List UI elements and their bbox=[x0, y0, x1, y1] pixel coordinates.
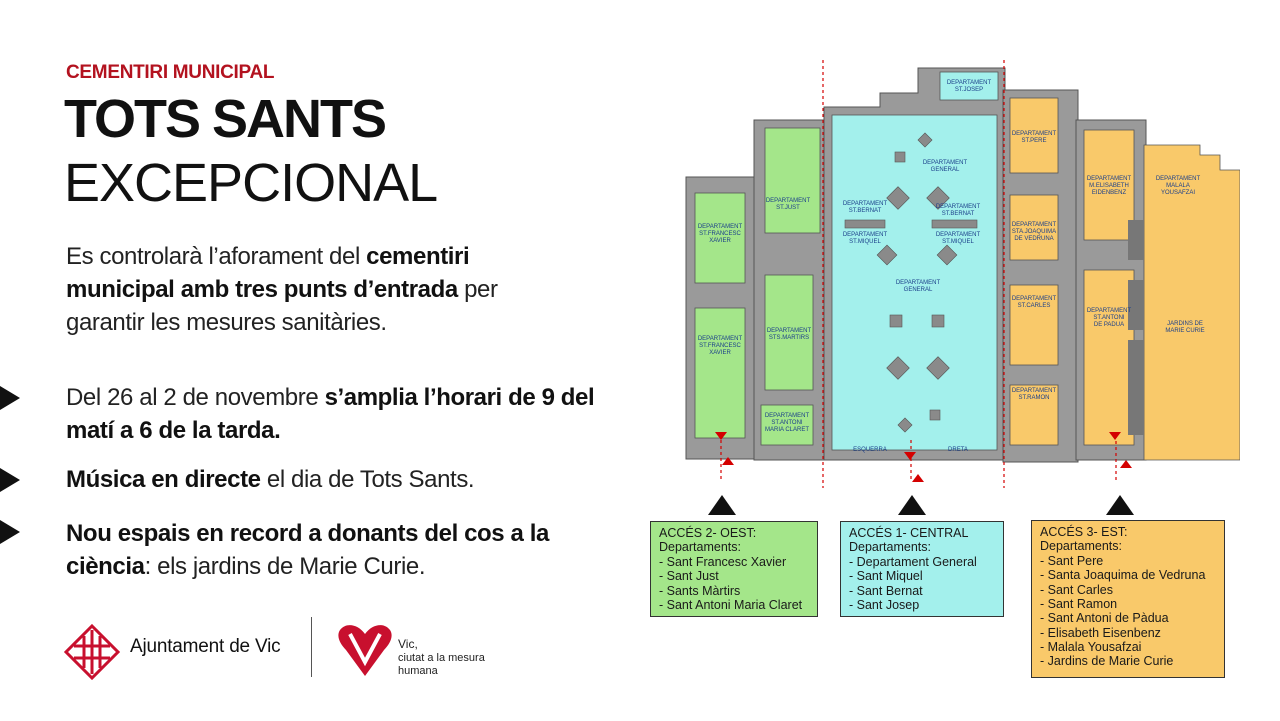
svg-text:ESQUERRA: ESQUERRA bbox=[853, 447, 887, 453]
access-east-marker-icon bbox=[1106, 495, 1134, 515]
access-west-box: ACCÉS 2- OEST: Departaments: - Sant Francesc Xavier - Sant Just - Sants Màrtirs - Sant Antoni Maria Claret bbox=[650, 521, 818, 617]
svg-text:DEPARTAMENTST.PERE: DEPARTAMENT ST.PERE bbox=[1011, 131, 1057, 144]
cemetery-map bbox=[640, 60, 1240, 490]
list-item: - Sant Just bbox=[659, 569, 719, 584]
list-item: - Sant Ramon bbox=[1040, 596, 1118, 611]
svg-text:DEPARTAMENTGENERAL: DEPARTAMENT GENERAL bbox=[922, 160, 968, 173]
access-central-box: ACCÉS 1- CENTRAL Departaments: - Departament General - Sant Miquel - Sant Bernat - Sant Josep bbox=[840, 521, 1004, 617]
zone-st-just bbox=[765, 128, 820, 233]
bullet-hours: Del 26 al 2 de novembre s’amplia l’horari de 9 del matí a 6 de la tarda. bbox=[66, 384, 595, 445]
list-item: - Departament General bbox=[849, 554, 977, 569]
list-item: - Sants Màrtirs bbox=[659, 583, 741, 598]
list-item: - Santa Joaquima de Vedruna bbox=[1040, 568, 1206, 583]
svg-text:DEPARTAMENTST.FRANCESCXAVIER: DEPARTAMENT ST.FRANCESC XAVIER bbox=[697, 224, 743, 244]
svg-text:DEPARTAMENTST.ANTONIMARIA CLAR: DEPARTAMENT ST.ANTONI MARIA CLARET bbox=[764, 413, 810, 433]
vic-heart-logo-icon bbox=[336, 622, 394, 678]
svg-text:DEPARTAMENTMALALAYOUSAFZAI: DEPARTAMENT MALALA YOUSAFZAI bbox=[1155, 176, 1201, 196]
list-item: - Sant Carles bbox=[1040, 582, 1113, 597]
zone-st-ramon bbox=[1010, 385, 1058, 445]
vic-brand: Vic, bbox=[398, 637, 418, 651]
svg-text:DEPARTAMENTST.MIQUEL: DEPARTAMENT ST.MIQUEL bbox=[842, 232, 888, 245]
list-item: - Sant Antoni de Pàdua bbox=[1040, 611, 1169, 626]
svg-text:DEPARTAMENTST.BERNAT: DEPARTAMENT ST.BERNAT bbox=[842, 201, 888, 214]
ajuntament-name: Ajuntament de Vic bbox=[130, 636, 281, 657]
ajuntament-logo-icon bbox=[64, 624, 120, 680]
bullet-arrow-icon bbox=[0, 468, 20, 492]
zone-sfx-bot bbox=[695, 308, 745, 438]
bullet-arrow-icon bbox=[0, 386, 20, 410]
svg-text:DEPARTAMENTST.BERNAT: DEPARTAMENT ST.BERNAT bbox=[935, 204, 981, 217]
list-item: - Malala Yousafzai bbox=[1040, 640, 1142, 654]
svg-text:DRETA: DRETA bbox=[948, 447, 968, 453]
svg-text:DEPARTAMENTGENERAL: DEPARTAMENT GENERAL bbox=[895, 280, 941, 293]
bullet-donants: Nou espais en record a donants del cos a la ciència: els jardins de Marie Curie. bbox=[66, 520, 549, 581]
page-title: TOTS SANTS bbox=[64, 89, 386, 149]
page-subtitle: EXCEPCIONAL bbox=[64, 153, 438, 213]
list-item: - Sant Bernat bbox=[849, 583, 923, 598]
list-item: - Sant Antoni Maria Claret bbox=[659, 597, 803, 612]
intro-text: Es controlarà l’aforament del cementiri municipal amb tres punts d’entrada per garantir les mesures sanitàries. bbox=[66, 243, 498, 337]
footer-divider bbox=[311, 617, 312, 677]
zone-st-antoni-p bbox=[1084, 270, 1134, 445]
svg-text:DEPARTAMENTSTS.MARTIRS: DEPARTAMENT STS.MARTIRS bbox=[766, 328, 812, 341]
kicker: CEMENTIRI MUNICIPAL bbox=[66, 62, 275, 83]
svg-text:DEPARTAMENTSTA.JOAQUIMADE VEDR: DEPARTAMENT STA.JOAQUIMA DE VEDRUNA bbox=[1011, 222, 1057, 242]
svg-text:DEPARTAMENTST.RAMON: DEPARTAMENT ST.RAMON bbox=[1011, 388, 1057, 401]
svg-text:DEPARTAMENTST.JUST: DEPARTAMENT ST.JUST bbox=[765, 198, 811, 211]
list-item: - Jardins de Marie Curie bbox=[1040, 654, 1174, 669]
list-item: - Sant Josep bbox=[849, 597, 920, 612]
svg-text:DEPARTAMENTST.FRANCESCXAVIER: DEPARTAMENT ST.FRANCESC XAVIER bbox=[697, 336, 743, 356]
vic-tagline: ciutat a la mesura humana bbox=[398, 652, 485, 677]
svg-text:DEPARTAMENTM.ELISABETHEIDENBEN: DEPARTAMENT M.ELISABETH EIDENBENZ bbox=[1086, 176, 1132, 196]
access-west-marker-icon bbox=[708, 495, 736, 515]
list-item: - Sant Francesc Xavier bbox=[659, 554, 787, 569]
list-item: - Sant Pere bbox=[1040, 553, 1104, 568]
list-item: - Sant Miquel bbox=[849, 569, 923, 584]
bullet-arrow-icon bbox=[0, 520, 20, 544]
access-central-marker-icon bbox=[898, 495, 926, 515]
svg-text:DEPARTAMENTST.ANTONIDE PADUA: DEPARTAMENT ST.ANTONI DE PADUA bbox=[1086, 308, 1132, 328]
bullet-music: Música en directe el dia de Tots Sants. bbox=[66, 466, 475, 493]
svg-text:DEPARTAMENTST.MIQUEL: DEPARTAMENT ST.MIQUEL bbox=[935, 232, 981, 245]
zone-st-josep bbox=[940, 72, 998, 100]
list-item: - Elisabeth Eisenbenz bbox=[1040, 625, 1161, 640]
access-east-box: ACCÉS 3- EST: Departaments: - Sant Pere - Santa Joaquima de Vedruna - Sant Carles - Sant Ramon - Sant Antoni de Pàdua - Elisabeth Eisenbenz - Malala Yousafzai - Jardins de Marie Curie bbox=[1031, 520, 1225, 678]
svg-text:DEPARTAMENTST.CARLES: DEPARTAMENT ST.CARLES bbox=[1011, 296, 1057, 309]
svg-text:DEPARTAMENTST.JOSEP: DEPARTAMENT ST.JOSEP bbox=[946, 80, 992, 93]
svg-text:JARDINS DEMARIE CURIE: JARDINS DE MARIE CURIE bbox=[1165, 321, 1205, 334]
